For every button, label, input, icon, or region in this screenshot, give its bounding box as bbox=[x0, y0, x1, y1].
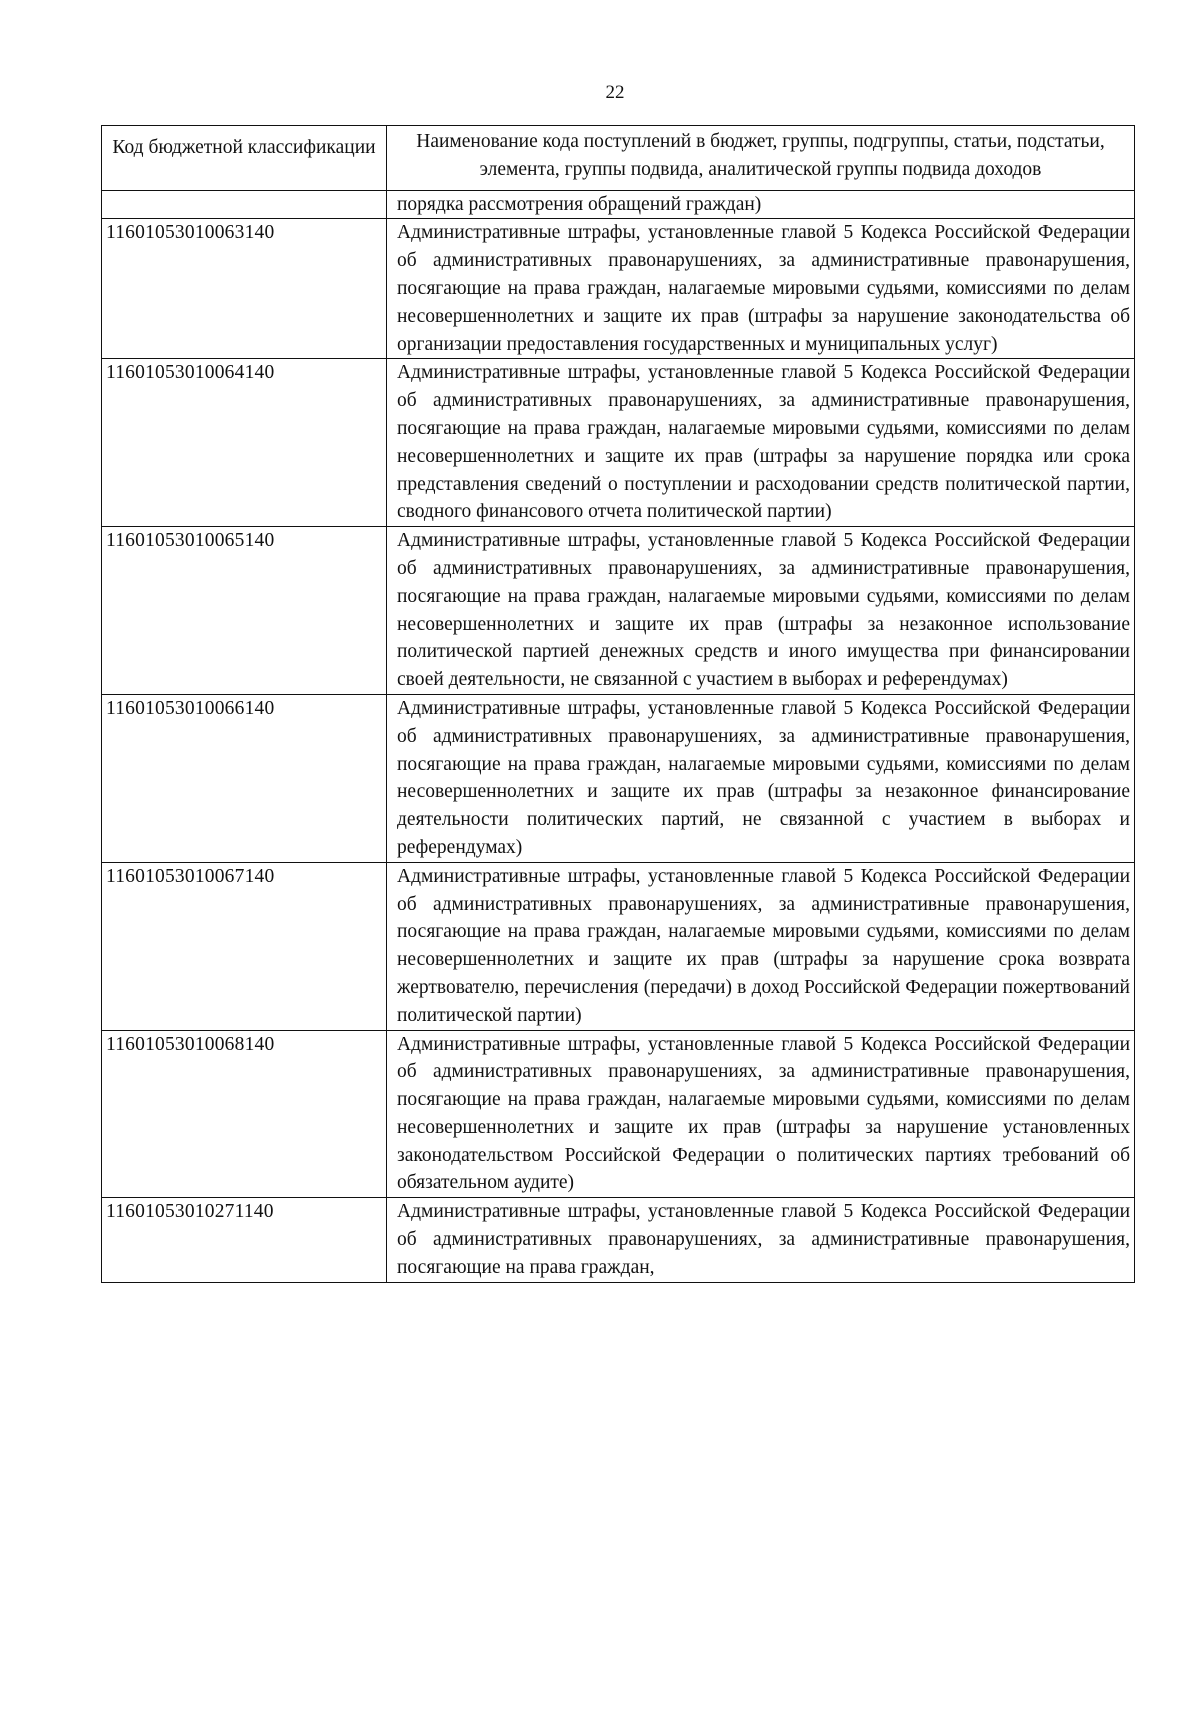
code-cell: 11601053010068140 bbox=[102, 1030, 387, 1198]
table-header-row bbox=[102, 126, 1135, 191]
description-cell: Административные штрафы, установленные главой 5 Кодекса Российской Федерации об административных правонарушениях, за административные правонарушения, посягающие на права граждан, налагаемые мировыми судьями, комиссиями по делам несовершеннолетних и защите их прав (штрафы за незаконное финансирование деятельности политических партий, не связанной с участием в выборах и референдумах) bbox=[387, 694, 1135, 862]
header-code-column: Код бюджетной классификации bbox=[102, 126, 387, 191]
header-name-column: Наименование кода поступлений в бюджет, группы, подгруппы, статьи, подстатьи, элемента, группы подвида, аналитической группы подвида доходов bbox=[387, 126, 1135, 191]
description-cell: Административные штрафы, установленные главой 5 Кодекса Российской Федерации об административных правонарушениях, за административные правонарушения, посягающие на права граждан, налагаемые мировыми судьями, комиссиями по делам несовершеннолетних и защите их прав (штрафы за нарушение законодательства об организации предоставления государственных и муниципальных услуг) bbox=[387, 219, 1135, 359]
continuation-code-cell bbox=[102, 190, 387, 219]
description-cell: Административные штрафы, установленные главой 5 Кодекса Российской Федерации об административных правонарушениях, за административные правонарушения, посягающие на права граждан, налагаемые мировыми судьями, комиссиями по делам несовершеннолетних и защите их прав (штрафы за нарушение порядка или срока представления сведений о поступлении и расходовании средств политической партии, сводного финансового отчета политической партии) bbox=[387, 359, 1135, 527]
page-number: 22 bbox=[605, 82, 625, 103]
table-row bbox=[102, 1030, 1135, 1198]
description-cell: Административные штрафы, установленные главой 5 Кодекса Российской Федерации об административных правонарушениях, за административные правонарушения, посягающие на права граждан, налагаемые мировыми судьями, комиссиями по делам несовершеннолетних и защите их прав (штрафы за незаконное использование политической партией денежных средств и иного имущества при финансировании своей деятельности, не связанной с участием в выборах и референдумах) bbox=[387, 527, 1135, 695]
table-row-continuation bbox=[102, 190, 1135, 219]
table-row bbox=[102, 1198, 1135, 1282]
code-cell: 11601053010065140 bbox=[102, 527, 387, 695]
table-row bbox=[102, 862, 1135, 1030]
table-row bbox=[102, 219, 1135, 359]
table-row bbox=[102, 527, 1135, 695]
code-cell: 11601053010271140 bbox=[102, 1198, 387, 1282]
code-cell: 11601053010066140 bbox=[102, 694, 387, 862]
continuation-text-cell: порядка рассмотрения обращений граждан) bbox=[387, 190, 1135, 219]
description-cell: Административные штрафы, установленные главой 5 Кодекса Российской Федерации об административных правонарушениях, за административные правонарушения, посягающие на права граждан, налагаемые мировыми судьями, комиссиями по делам несовершеннолетних и защите их прав (штрафы за нарушение установленных законодательством Российской Федерации о политических партиях требований об обязательном аудите) bbox=[387, 1030, 1135, 1198]
code-cell: 11601053010067140 bbox=[102, 862, 387, 1030]
table-row bbox=[102, 359, 1135, 527]
budget-classification-table bbox=[101, 125, 1135, 1283]
description-cell: Административные штрафы, установленные главой 5 Кодекса Российской Федерации об административных правонарушениях, за административные правонарушения, посягающие на права граждан, bbox=[387, 1198, 1135, 1282]
table-row bbox=[102, 694, 1135, 862]
code-cell: 11601053010064140 bbox=[102, 359, 387, 527]
description-cell: Административные штрафы, установленные главой 5 Кодекса Российской Федерации об административных правонарушениях, за административные правонарушения, посягающие на права граждан, налагаемые мировыми судьями, комиссиями по делам несовершеннолетних и защите их прав (штрафы за нарушение срока возврата жертвователю, перечисления (передачи) в доход Российской Федерации пожертвований политической партии) bbox=[387, 862, 1135, 1030]
code-cell: 11601053010063140 bbox=[102, 219, 387, 359]
